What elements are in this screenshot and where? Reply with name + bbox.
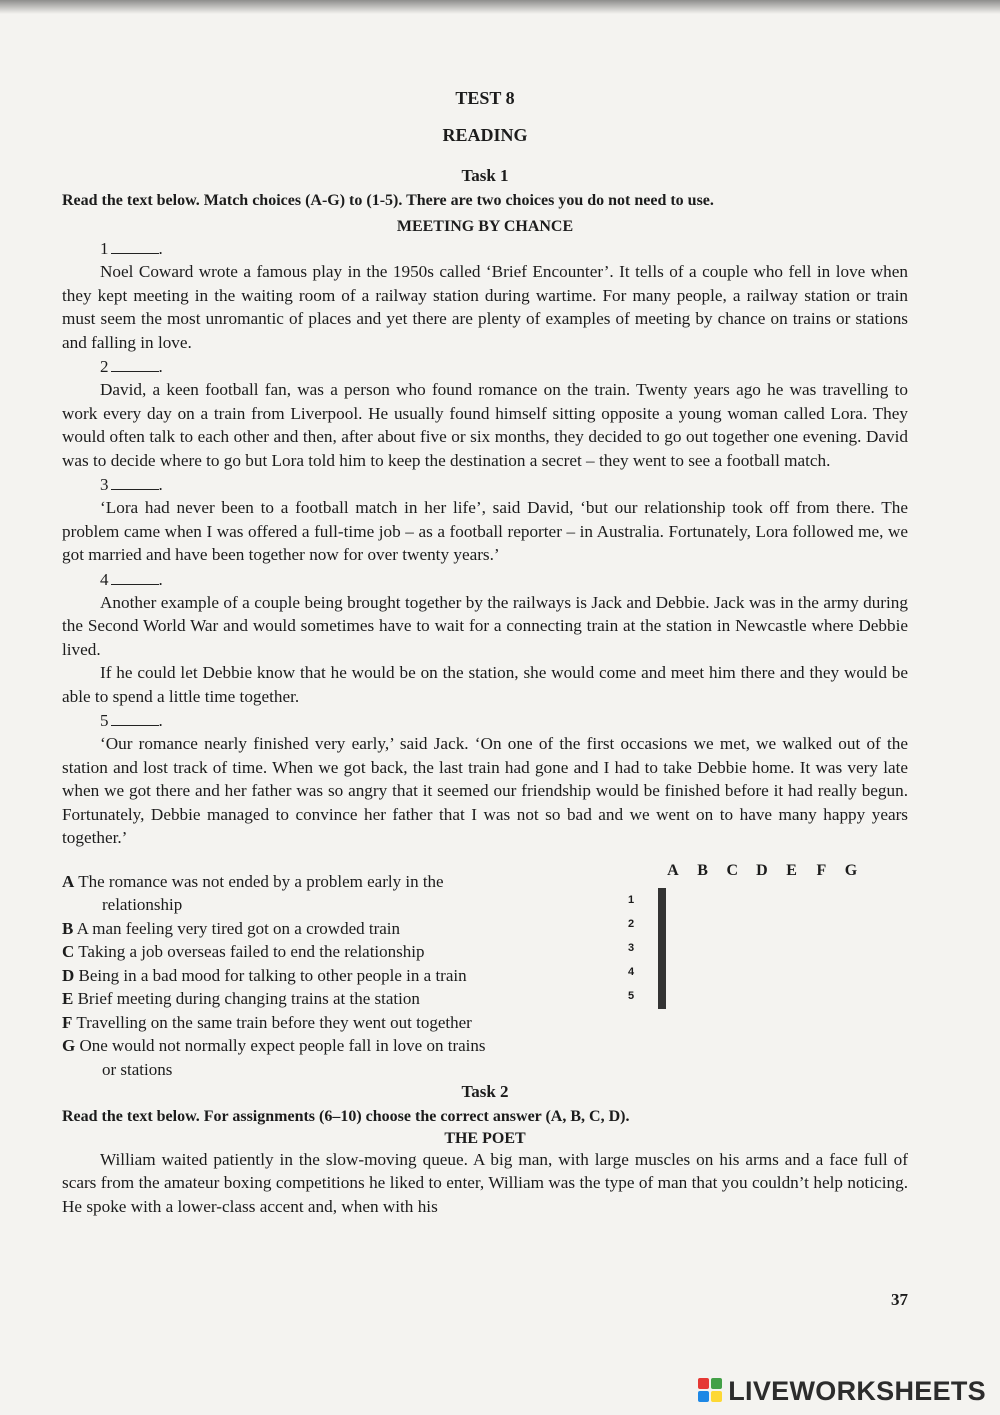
poet-paragraph: William waited patiently in the slow-moving queue. A big man, with large muscles on his arms and a face full of scars from the amateur boxing competitions he liked to enter, William was the type of man that you couldn’t help noticing. He spoke with a lower-class accent and, when with his [62,1149,908,1216]
paragraph-4b: If he could let Debbie know that he would be on the station, she would come and meet him there and they would be able to spend a little time together. [62,663,908,706]
grid-column-headers [658,862,866,882]
gap-4: 4 . [100,569,163,589]
section-title: READING [442,125,528,145]
gap-1: 1 . [100,239,163,258]
gap-5: 5 . [100,711,163,730]
option-g-cont: or stations [102,1059,173,1079]
grid-row [659,960,666,984]
grid-col-a: A [667,861,679,879]
page-edge-shadow [0,0,1000,14]
gap-5-blank[interactable] [111,711,159,726]
grid-row-5: 5 [628,989,635,1002]
grid-row [659,984,666,1008]
gap-3: 3 . [100,475,163,494]
grid-row-2: 2 [628,917,635,930]
paragraph-1: Noel Coward wrote a famous play in the 1950s called ‘Brief Encounter’. It tells of a couple who fell in love when they kept meeting in the waiting room of a railway station during wartime. For many people, a railway station or train must seem the most unromantic of places and yet there are plenty of examples of meeting by chance on trains or stations and falling in love. [62,262,908,352]
paragraph-3: ‘Lora had never been to a football match in her life’, said David, ‘but our relationship took off from there. The problem came when I was offered a full-time job – as a football reporter – in Australia. Fortunately, Lora followed me, we got married and have been together now for over twenty years.’ [62,498,908,564]
gap-4-blank[interactable] [111,570,159,585]
paragraph-2: David, a keen football fan, was a person who found romance on the train. Twenty years ago he was travelling to work every day on a train from Liverpool. He usually found himself sitting opposite a young woman called Lora. They would often talk to each other and then, after about five or six months, they decided to go out together one evening. David was to decide where to go but Lora told him to keep the destination a secret – they went to see a football match. [62,380,908,470]
task1-title: Task 1 [461,166,509,185]
grid-col-e: E [786,861,797,879]
task2-instruction: Read the text below. For assignments (6–10) choose the correct answer (A, B, C, D). [62,1107,630,1125]
grid-col-d: D [756,861,768,879]
liveworksheets-logo-icon [698,1378,724,1404]
grid-col-b: B [697,861,708,879]
option-f: F Travelling on the same train before they went out together [62,1012,472,1032]
task2-title: Task 2 [461,1081,509,1101]
options-list [62,870,592,1082]
option-c: C Taking a job overseas failed to end the relationship [62,942,425,961]
gap-2: 2 . [100,357,163,376]
grid-row [659,912,666,936]
test-title: TEST 8 [455,88,515,108]
task1-instruction: Read the text below. Match choices (A-G) to (1-5). There are two choices you do not need to use. [62,192,714,209]
grid-cell[interactable] [665,888,666,912]
answer-grid [658,888,666,1009]
option-d: D Being in a bad mood for talking to other people in a train [62,965,467,985]
paragraph-5: ‘Our romance nearly finished very early,’ said Jack. ‘On one of the first occasions we met, we walked out of the station and lost track of time. When we got back, the last train had gone and I had to take Debbie home. It was very late when we got there and her father was so angry that it seemed our friendship would be finished before it had really begun. Fortunately, Debbie managed to convince her father that I was not so bad and we went on to have many happy years together.’ [62,734,908,847]
gap-2-blank[interactable] [111,357,159,372]
story-title: MEETING BY CHANCE [396,218,574,235]
watermark-text: LIVEWORKSHEETS [728,1375,986,1406]
option-g: G One would not normally expect people fall in love on trains [62,1036,486,1055]
poet-title: THE POET [444,1129,526,1147]
grid-cell[interactable] [665,960,666,984]
worksheet-page [62,88,908,1218]
page-number: 37 [891,1290,908,1309]
grid-row [659,888,666,912]
gap-3-blank[interactable] [111,475,159,490]
grid-col-g: G [844,861,858,879]
options-area [62,861,908,1082]
grid-cell[interactable] [665,984,666,1008]
grid-row-4: 4 [628,965,635,978]
grid-col-f: F [816,861,827,879]
option-a-cont: relationship [102,895,183,914]
grid-col-c: C [726,861,739,879]
grid-row-3: 3 [628,941,635,954]
paragraph-4: Another example of a couple being brought together by the railways is Jack and Debbie. Jack was in the army during the Second World War and would sometimes have to wait for a connecting train at the station in Newcastle where Debbie lived. [62,592,908,659]
option-e: E Brief meeting during changing trains at the station [62,989,420,1008]
grid-cell[interactable] [665,912,666,936]
gap-1-blank[interactable] [111,239,159,254]
grid-row-1: 1 [628,893,635,906]
grid-row [659,936,666,960]
liveworksheets-watermark [698,1376,986,1406]
grid-cell[interactable] [665,936,666,960]
option-a: A The romance was not ended by a problem early in the [62,871,444,891]
option-b: B A man feeling very tired got on a crowded train [62,918,401,938]
